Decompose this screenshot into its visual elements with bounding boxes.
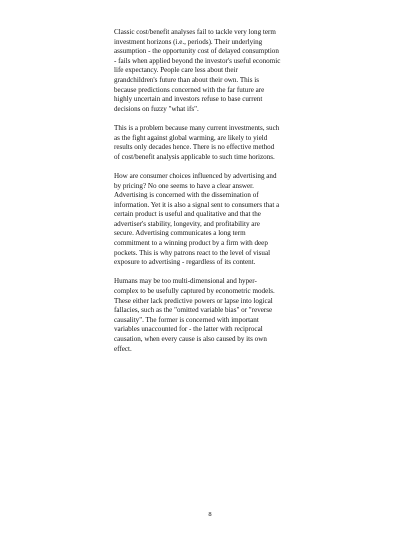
- text-line: as the fight against global warming, are likely to yield: [114, 133, 268, 142]
- text-line: highly uncertain and investors refuse to base current: [114, 95, 263, 104]
- text-line: pockets. This is why patrons react to the level of visual: [114, 248, 271, 257]
- paragraph-time-horizons: [114, 124, 314, 162]
- text-line: certain product is useful and qualitative and that the: [114, 210, 261, 219]
- page-number: 8: [208, 511, 212, 518]
- text-line: exposure to advertising - regardless of its content.: [114, 258, 256, 267]
- text-line: assumption - the opportunity cost of delayed consumption: [114, 47, 279, 56]
- text-line: - fails when applied beyond the investor's useful economic: [114, 56, 281, 65]
- text-line: because predictions concerned with the far future are: [114, 85, 265, 94]
- text-line: information. Yet it is also a signal sent to consumers that a: [114, 200, 280, 209]
- text-line: Advertising is concerned with the dissemination of: [114, 191, 259, 200]
- text-line: investment horizons (i.e., periods). Their underlying: [114, 37, 263, 46]
- text-line: fallacies, such as the "omitted variable bias" or "reverse: [114, 306, 273, 315]
- text-line: Classic cost/benefit analyses fail to tackle very long term: [114, 28, 276, 36]
- text-line: advertiser's stability, longevity, and profitability are: [114, 219, 260, 228]
- text-line: effect.: [114, 344, 132, 353]
- text-line: How are consumer choices influenced by advertising and: [114, 171, 277, 180]
- text-line: variables unaccounted for - the latter with reciprocal: [114, 325, 263, 334]
- paragraph-advertising: [114, 172, 314, 268]
- text-line: by pricing? No one seems to have a clear answer.: [114, 181, 254, 190]
- text-line: causality". The former is concerned with important: [114, 315, 259, 324]
- text-line: of cost/benefit analysis applicable to such time horizons.: [114, 152, 275, 161]
- text-line: These either lack predictive powers or lapse into logical: [114, 296, 273, 305]
- text-line: grandchildren's future than about their own. This is: [114, 75, 259, 84]
- paragraph-cost-benefit: [114, 28, 314, 114]
- text-line: complex to be usefully captured by econometric models.: [114, 287, 275, 296]
- text-line: commitment to a winning product by a firm with deep: [114, 239, 268, 248]
- body-text: [114, 28, 314, 364]
- text-line: Humans may be too multi-dimensional and hyper-: [114, 277, 257, 286]
- text-line: results only decades hence. There is no effective method: [114, 143, 275, 152]
- text-line: secure. Advertising communicates a long term: [114, 229, 246, 238]
- text-line: life expectancy. People care less about their: [114, 66, 238, 75]
- text-line: This is a problem because many current investments, such: [114, 123, 280, 132]
- text-line: decisions on fuzzy "what ifs".: [114, 104, 199, 113]
- paragraph-econometrics: [114, 277, 314, 354]
- text-line: causation, when every cause is also caused by its own: [114, 335, 267, 343]
